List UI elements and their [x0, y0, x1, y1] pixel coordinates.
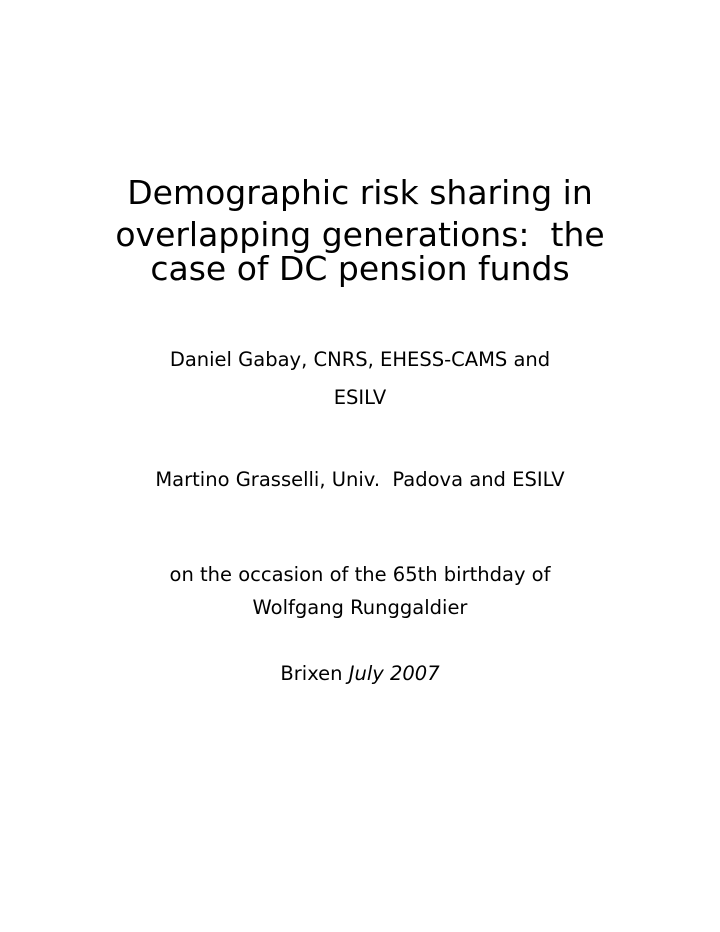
title-line-2: overlapping generations: the — [115, 215, 605, 254]
venue-date: July 2007 — [348, 662, 440, 685]
author-1-affiliation-line-1: Daniel Gabay, CNRS, EHESS-CAMS and — [169, 348, 551, 371]
venue-and-date — [0, 664, 720, 684]
occasion-line-2: Wolfgang Runggaldier — [252, 596, 468, 619]
author-2-affiliation: Martino Grasselli, Univ. Padova and ESILV — [155, 468, 565, 491]
title-line-1: Demographic risk sharing in — [127, 173, 593, 212]
occasion-line-1: on the occasion of the 65th birthday of — [169, 563, 551, 586]
title-line-3: case of DC pension funds — [150, 249, 570, 288]
author-1-affiliation-line-2: ESILV — [333, 386, 387, 409]
venue-place: Brixen — [280, 662, 343, 685]
